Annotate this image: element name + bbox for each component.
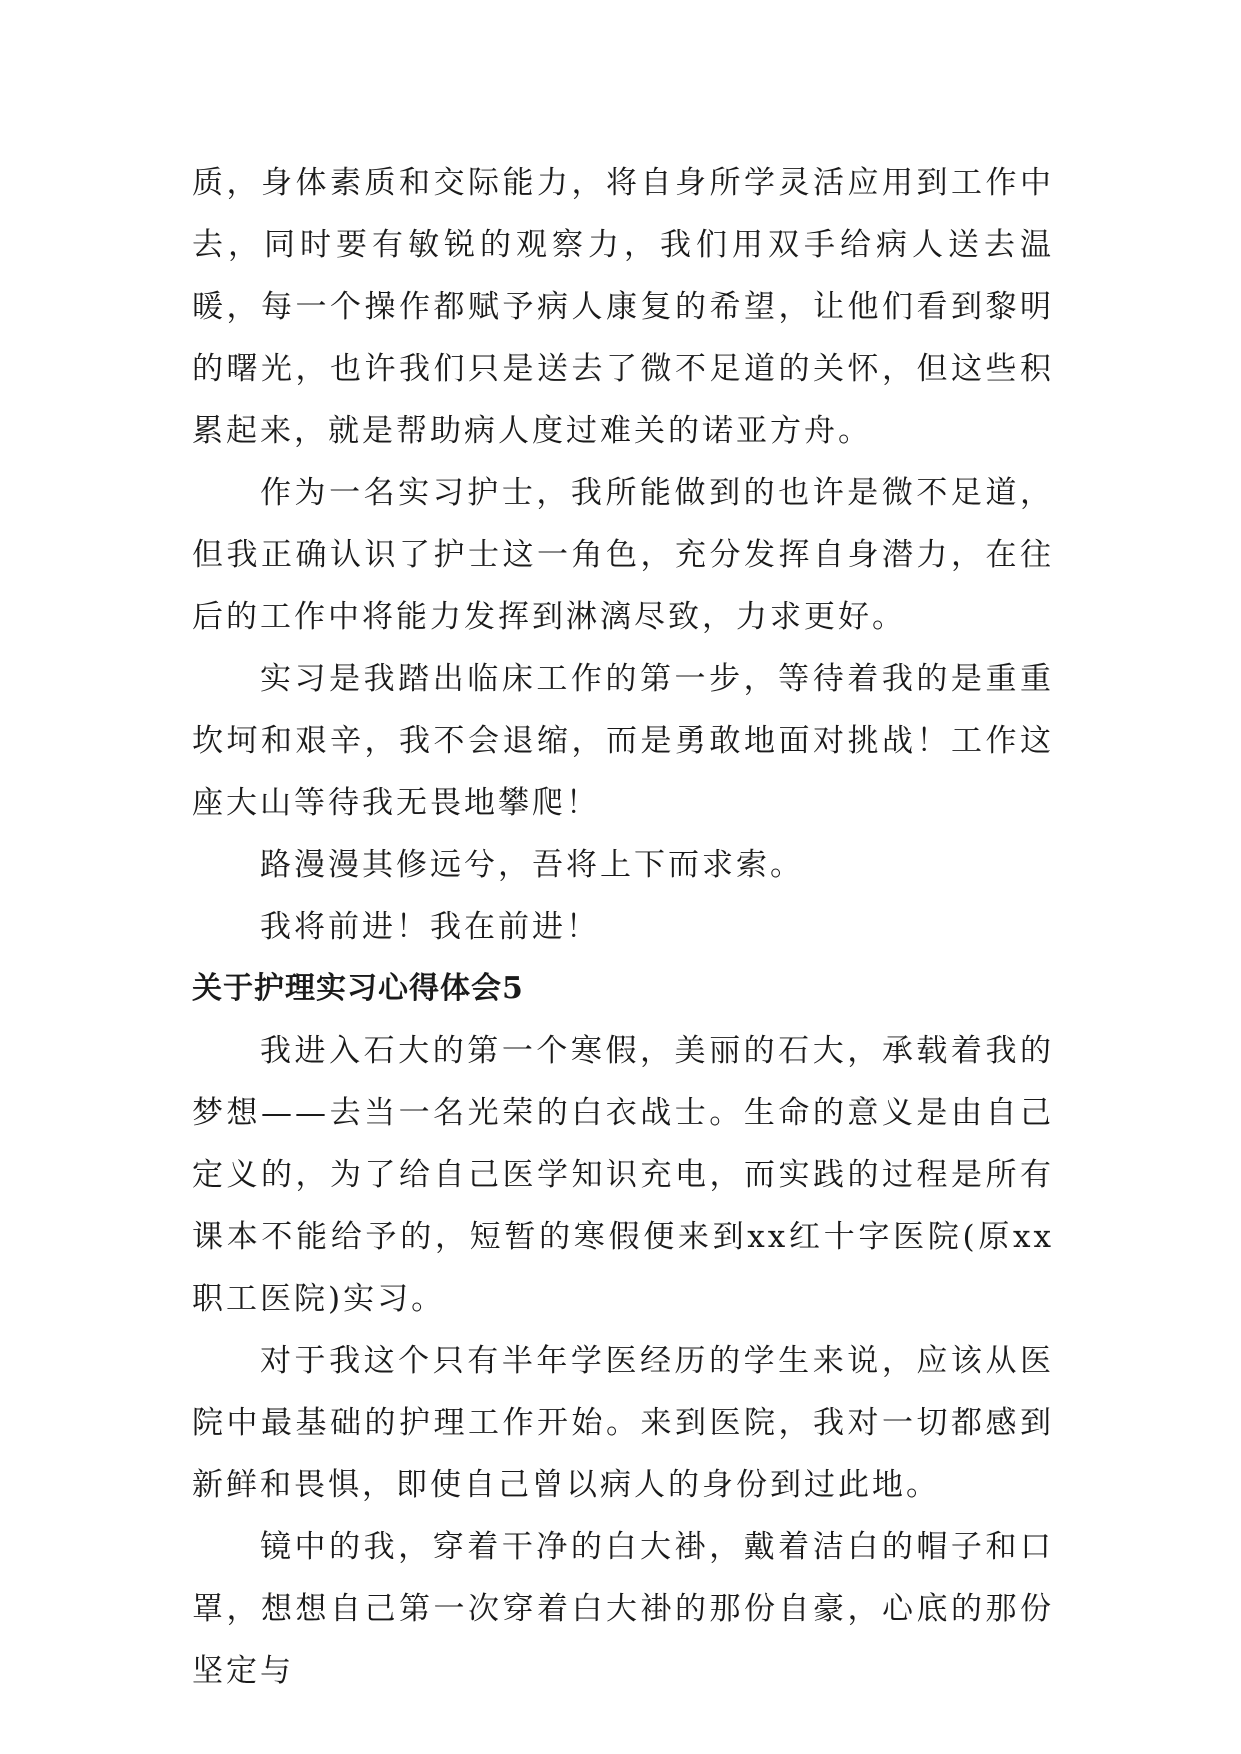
- paragraph-winter-break: 我进入石大的第一个寒假，美丽的石大，承载着我的梦想——去当一名光荣的白衣战士。生命的意义是由自己定义的，为了给自己医学知识充电，而实践的过程是所有课本不能给予的，短暂的寒假便来到xx红十字医院(原xx职工医院)实习。: [192, 1033, 1054, 1317]
- document-page: [192, 152, 1054, 1702]
- section-heading: 关于护理实习心得体会5: [192, 971, 524, 1006]
- paragraph-mirror: 镜中的我，穿着干净的白大褂，戴着洁白的帽子和口罩，想想自己第一次穿着白大褂的那份自豪，心底的那份坚定与: [192, 1529, 1054, 1689]
- paragraph-first-step: 实习是我踏出临床工作的第一步，等待着我的是重重坎坷和艰辛，我不会退缩，而是勇敢地面对挑战！工作这座大山等待我无畏地攀爬！: [192, 661, 1054, 821]
- paragraph-forward: 我将前进！我在前进！: [260, 909, 600, 945]
- paragraph-basic-nursing: 对于我这个只有半年学医经历的学生来说，应该从医院中最基础的护理工作开始。来到医院，我对一切都感到新鲜和畏惧，即使自己曾以病人的身份到过此地。: [192, 1343, 1054, 1503]
- paragraph-continued: 质，身体素质和交际能力，将自身所学灵活应用到工作中去，同时要有敏锐的观察力，我们用双手给病人送去温暖，每一个操作都赋予病人康复的希望，让他们看到黎明的曙光，也许我们只是送去了微不足道的关怀，但这些积累起来，就是帮助病人度过难关的诺亚方舟。: [192, 165, 1054, 449]
- paragraph-intern-nurse: 作为一名实习护士，我所能做到的也许是微不足道，但我正确认识了护士这一角色，充分发挥自身潜力，在往后的工作中将能力发挥到淋漓尽致，力求更好。: [192, 475, 1054, 635]
- paragraph-quote: 路漫漫其修远兮，吾将上下而求索。: [260, 847, 804, 883]
